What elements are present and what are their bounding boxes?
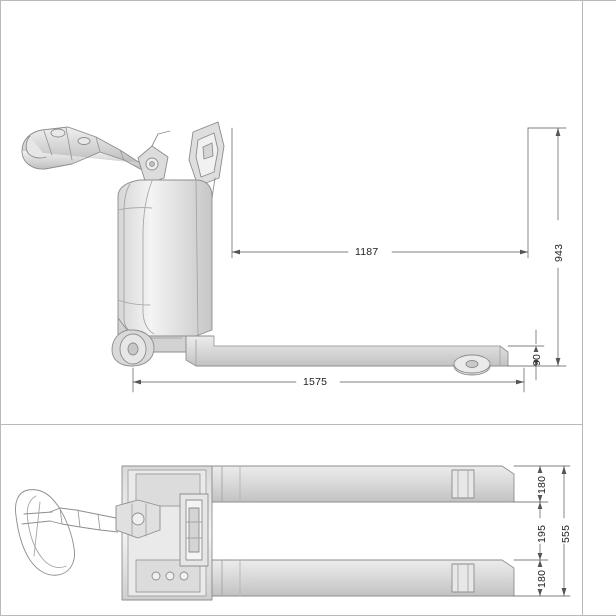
- dim-label-555: 555: [560, 524, 572, 543]
- drive-wheel: [112, 330, 154, 366]
- forks-top: [212, 466, 514, 596]
- dim-label-195: 195: [536, 524, 548, 543]
- dim-label-1187: 1187: [355, 246, 379, 258]
- tiller-handle-top: [16, 490, 119, 576]
- tiller-handle: [22, 127, 170, 184]
- truck-body: [118, 180, 212, 352]
- dim-label-90: 90: [531, 353, 543, 366]
- dim-label-180-bottom: 180: [536, 569, 548, 588]
- display-panel-top: [180, 494, 208, 566]
- dim-label-943: 943: [553, 243, 565, 262]
- dim-label-180-top: 180: [536, 475, 548, 494]
- dim-label-1575: 1575: [303, 376, 328, 388]
- load-wheel-side: [454, 355, 490, 375]
